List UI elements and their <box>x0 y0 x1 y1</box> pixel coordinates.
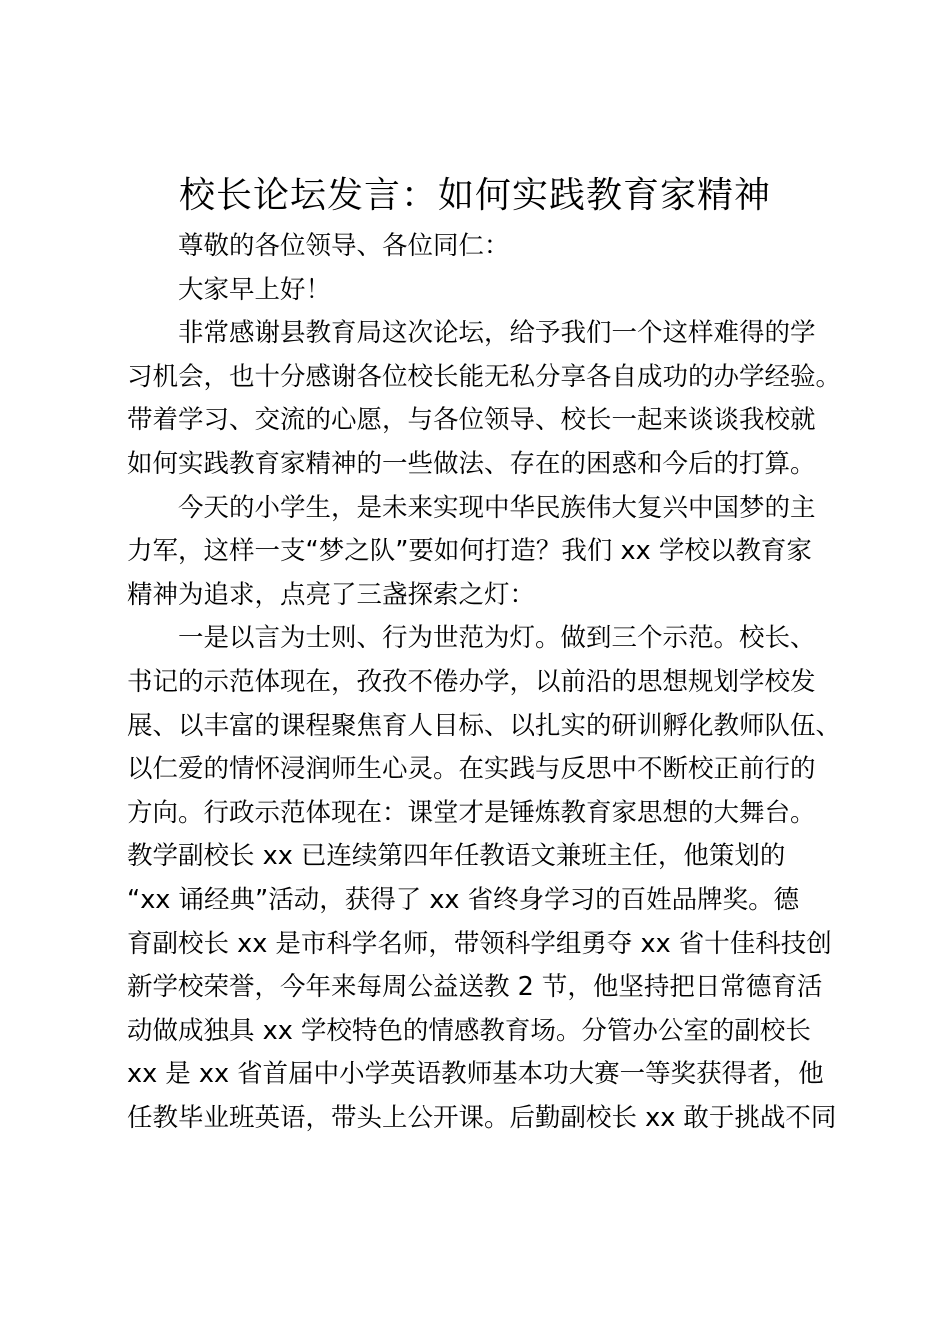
document-body <box>127 225 842 1140</box>
paragraph-line: 力军，这样一支“梦之队”要如何打造？我们 xx 学校以教育家 <box>127 536 812 567</box>
paragraph-line: “xx 诵经典”活动，获得了 xx 省终身学习的百姓品牌奖。德 <box>127 884 800 915</box>
paragraph-line: 动做成独具 xx 学校特色的情感教育场。分管办公室的副校长 <box>127 1015 811 1046</box>
greeting-line: 大家早上好！ <box>178 274 332 305</box>
paragraph-line: 展、以丰富的课程聚焦育人目标、以扎实的研训孵化教师队伍、 <box>127 710 842 741</box>
paragraph-line: 习机会，也十分感谢各位校长能无私分享各自成功的办学经验。 <box>127 361 842 392</box>
paragraph-line: 育副校长 xx 是市科学名师，带领科学组勇夺 xx 省十佳科技创 <box>127 928 832 959</box>
paragraph-line: 新学校荣誉，今年来每周公益送教 2 节，他坚持把日常德育活 <box>127 972 823 1003</box>
salutation-line: 尊敬的各位领导、各位同仁： <box>178 231 510 261</box>
paragraph-line: 如何实践教育家精神的一些做法、存在的困惑和今后的打算。 <box>127 448 816 479</box>
paragraph-line: 方向。行政示范体现在：课堂才是锤炼教育家思想的大舞台。 <box>127 797 816 828</box>
paragraph-line: xx 是 xx 省首届中小学英语教师基本功大赛一等奖获得者，他 <box>127 1059 824 1090</box>
paragraph-line: 任教毕业班英语，带头上公开课。后勤副校长 xx 敢于挑战不同 <box>127 1102 837 1133</box>
paragraph-line: 今天的小学生，是未来实现中华民族伟大复兴中国梦的主 <box>178 492 816 523</box>
document-title: 校长论坛发言：如何实践教育家精神 <box>178 175 771 216</box>
paragraph-line: 以仁爱的情怀浸润师生心灵。在实践与反思中不断校正前行的 <box>127 754 816 785</box>
paragraph-line: 精神为追求，点亮了三盏探索之灯： <box>127 579 536 610</box>
paragraph-line: 书记的示范体现在，孜孜不倦办学，以前沿的思想规划学校发 <box>127 666 816 697</box>
paragraph-line: 一是以言为士则、行为世范为灯。做到三个示范。校长、 <box>178 623 816 654</box>
paragraph-line: 带着学习、交流的心愿，与各位领导、校长一起来谈谈我校就 <box>127 405 816 436</box>
paragraph-line: 非常感谢县教育局这次论坛，给予我们一个这样难得的学 <box>178 318 816 349</box>
paragraph-line: 教学副校长 xx 已连续第四年任教语文兼班主任，他策划的 <box>127 841 786 872</box>
